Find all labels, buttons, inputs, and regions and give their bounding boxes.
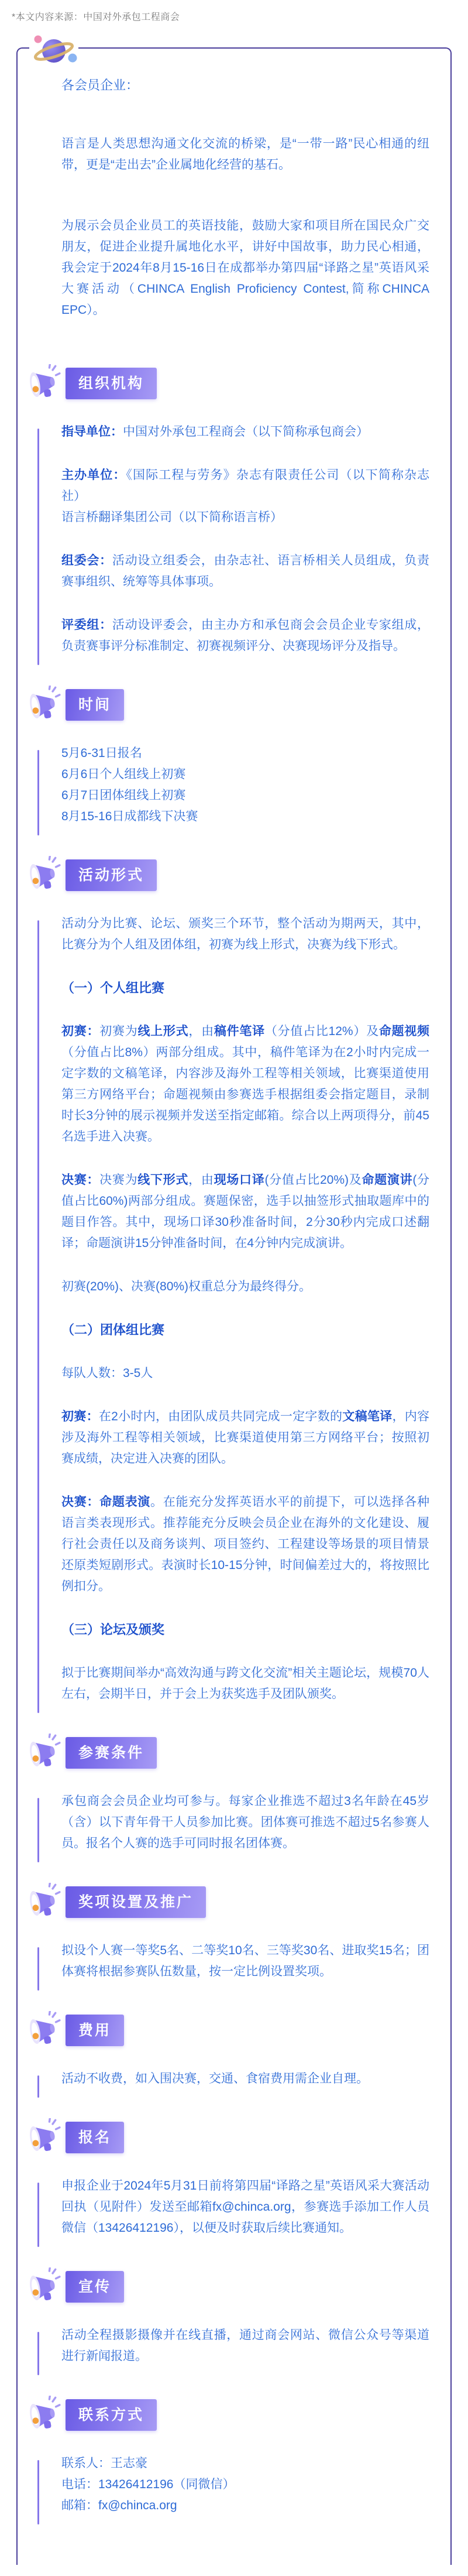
megaphone-icon <box>27 2267 63 2304</box>
paragraph <box>61 615 429 657</box>
text-run: （分值占比8%）两部分组成。其中，稿件笔译为在2小时内完成一定字数的文稿笔译，内容涉及海外工程等相关领域，比赛渠道使用第三方网络平台；命题视频由参赛选手根据组委会指定题目，录制时长3分钟的展示视频并发送至指定邮箱。综合以上两项得分，前45名选手进入决赛。 <box>61 1046 429 1143</box>
sections-container <box>61 368 429 2516</box>
section-rail <box>37 429 39 665</box>
section-header <box>66 689 429 721</box>
megaphone-icon <box>27 686 63 722</box>
bold-text-run: （一）个人组比赛 <box>61 981 165 995</box>
section-eligibility <box>61 1737 429 1854</box>
megaphone-icon <box>27 1734 63 1770</box>
bold-text-run: 组委会： <box>61 554 112 567</box>
bold-text-run: 线上形式 <box>137 1025 189 1038</box>
text-run: 《国际工程与劳务》杂志有限责任公司（以下简称杂志社） <box>61 468 430 503</box>
paragraph <box>61 743 429 827</box>
paragraph <box>61 913 429 955</box>
megaphone-icon <box>27 2118 63 2154</box>
text-run: 联系人：王志豪 <box>61 2457 147 2470</box>
text-run: 初赛为 <box>99 1025 138 1038</box>
section-contact <box>61 2399 429 2516</box>
text-run: 活动设立组委会，由杂志社、语言桥相关人员组成，负责赛事组织、统筹等具体事项。 <box>61 554 429 588</box>
section-rail <box>37 920 39 1713</box>
megaphone-icon <box>27 856 63 892</box>
section-organization <box>61 368 429 657</box>
section-body <box>61 2068 429 2089</box>
paragraph <box>61 2453 429 2516</box>
text-run: 中国对外承包工程商会（以下简称承包商会） <box>123 425 369 439</box>
bold-text-run: 主办单位： <box>61 468 126 482</box>
megaphone-icon <box>27 1883 63 1919</box>
content-card <box>16 47 452 2565</box>
text-run: ，由 <box>188 1173 214 1187</box>
text-run: 拟设个人赛一等奖5名、二等奖10名、三等奖30名、进取奖15名；团体赛将根据参赛队伍数量，按一定比例设置奖项。 <box>61 1944 429 1978</box>
text-run: ，由 <box>188 1025 214 1038</box>
bold-text-run: 决赛： <box>61 1173 100 1187</box>
sub-heading <box>61 1320 429 1341</box>
intro-block <box>61 133 429 321</box>
section-awards <box>61 1886 429 1982</box>
section-badge: 联系方式 <box>66 2399 157 2431</box>
megaphone-icon <box>27 2011 63 2047</box>
megaphone-icon <box>27 2396 63 2432</box>
section-header <box>66 1737 429 1769</box>
paragraph <box>61 1791 429 1854</box>
section-rail <box>37 2075 39 2098</box>
paragraph <box>61 1492 429 1597</box>
text-run: (分值占比60%)两部分组成。赛题保密，选手以抽签形式抽取题库中的题目作答。其中，现场口译30秒准备时间，2分30秒内完成口述翻译；命题演讲15分钟准备时间，在4分钟内完成演讲。 <box>61 1173 430 1250</box>
section-body <box>61 422 429 657</box>
section-rail <box>37 750 39 835</box>
text-run: ，内容涉及海外工程等相关领域，比赛渠道使用第三方网络平台；按照初赛成绩，决定进入决赛的团队。 <box>61 1410 430 1465</box>
text-run: 6月7日团体组线上初赛 <box>61 789 186 802</box>
text-run: 语言是人类思想沟通文化交流的桥梁，是“一带一路”民心相通的纽带，更是“走出去”企业属地化经营的基石。 <box>61 137 429 172</box>
text-run: 在2小时内，由团队成员共同完成一定字数的 <box>98 1410 343 1423</box>
text-run: 邮箱：fx@chinca.org <box>61 2499 177 2512</box>
section-body <box>61 2325 429 2367</box>
bold-text-run: 指导单位： <box>61 425 123 439</box>
section-badge: 报名 <box>66 2122 124 2153</box>
section-header <box>66 2271 429 2303</box>
section-body <box>61 913 429 1705</box>
section-header <box>66 368 429 399</box>
bold-text-run: （三）论坛及颁奖 <box>61 1622 165 1637</box>
section-rail <box>37 1798 39 1862</box>
bold-text-run: 命题视频 <box>378 1025 430 1038</box>
text-run: 6月6日个人组线上初赛 <box>61 768 186 781</box>
text-run: 决赛为 <box>99 1173 138 1187</box>
text-run: 拟于比赛期间举办“高效沟通与跨文化交流”相关主题论坛，规模70人左右，会期半日，并于会上为获奖选手及团队颁奖。 <box>61 1666 429 1701</box>
paragraph <box>61 2325 429 2367</box>
bold-text-run: 决赛： <box>61 1495 100 1509</box>
text-run: 活动设评委会，由主办方和承包商会会员企业专家组成，负责赛事评分标准制定、初赛视频评分、决赛现场评分及指导。 <box>61 618 429 653</box>
section-rail <box>37 2332 39 2375</box>
section-time <box>61 689 429 827</box>
section-badge: 费用 <box>66 2015 124 2046</box>
section-badge: 奖项设置及推广 <box>66 1886 206 1918</box>
section-badge: 组织机构 <box>66 368 157 399</box>
section-registration <box>61 2122 429 2239</box>
bold-text-run: 线下形式 <box>137 1173 189 1187</box>
paragraph <box>61 2068 429 2089</box>
section-badge: 参赛条件 <box>66 1737 157 1769</box>
paragraph <box>61 2176 429 2239</box>
section-rail <box>37 1947 39 1991</box>
text-run: 语言桥翻译集团公司（以下简称语言桥） <box>61 511 283 524</box>
planet-icon <box>26 31 82 70</box>
text-run: 电话：13426412196（同微信） <box>61 2478 235 2491</box>
bold-text-run: 初赛： <box>61 1025 100 1038</box>
section-badge: 宣传 <box>66 2271 124 2303</box>
bold-text-run: 初赛： <box>61 1410 99 1423</box>
bold-text-run: 现场口译 <box>214 1173 265 1187</box>
paragraph <box>61 215 429 321</box>
paragraph <box>61 1663 429 1705</box>
section-body <box>61 2453 429 2516</box>
paragraph <box>61 1363 429 1384</box>
text-run: 为展示会员企业员工的英语技能，鼓励大家和项目所在国民众广交朋友，促进企业提升属地化水平，讲好中国故事，助力民心相通，我会定于2024年8月15-16日在成都举办第四届“译路之星”英语风采大赛活动（CHINCA English Proficiency Contest,简称CHINCA EPC）。 <box>61 219 429 317</box>
section-header <box>66 2015 429 2046</box>
text-run: 每队人数：3-5人 <box>61 1366 153 1380</box>
section-badge: 时间 <box>66 689 124 721</box>
paragraph <box>61 1940 429 1982</box>
section-header <box>66 2122 429 2153</box>
megaphone-icon <box>27 364 63 400</box>
section-header <box>66 859 429 891</box>
text-run: (分值占比20%)及 <box>264 1173 362 1187</box>
text-run: 活动不收费，如入围决赛，交通、食宿费用需企业自理。 <box>61 2072 369 2085</box>
paragraph <box>61 550 429 592</box>
section-body <box>61 1940 429 1982</box>
paragraph <box>61 133 429 176</box>
section-header <box>66 1886 429 1918</box>
bold-text-run: 命题演讲 <box>362 1173 413 1187</box>
text-run: 8月15-16日成都线下决赛 <box>61 810 198 823</box>
text-run: 。在能充分发挥英语水平的前提下，可以选择各种语言类表现形式。推荐能充分反映会员企业在海外的文化建设、履行社会责任以及商务谈判、项目签约、工程建设等场景的项目情景还原类短剧形式。表演时长10-15分钟，时间偏差过大的，将按照比例扣分。 <box>61 1495 430 1593</box>
section-body <box>61 2176 429 2239</box>
bold-text-run: 稿件笔译 <box>214 1025 265 1038</box>
section-publicity <box>61 2271 429 2367</box>
bold-text-run: （二）团体组比赛 <box>61 1323 165 1337</box>
paragraph <box>61 1170 429 1254</box>
text-run: （分值占比12%）及 <box>264 1025 379 1038</box>
paragraph <box>61 1276 429 1297</box>
text-run: 活动分为比赛、论坛、颁奖三个环节，整个活动为期两天，其中，比赛分为个人组及团体组，初赛为线上形式，决赛为线下形式。 <box>61 917 429 951</box>
text-run: 初赛(20%)、决赛(80%)权重总分为最终得分。 <box>61 1280 312 1293</box>
sub-heading <box>61 1619 429 1640</box>
section-format <box>61 859 429 1705</box>
section-rail <box>37 2460 39 2524</box>
paragraph <box>61 422 429 443</box>
text-run: 承包商会会员企业均可参与。每家企业推选不超过3名年龄在45岁（含）以下青年骨干人员参加比赛。团体赛可推选不超过5名参赛人员。报名个人赛的选手可同时报名团体赛。 <box>61 1794 429 1850</box>
paragraph <box>61 465 429 528</box>
text-run: 申报企业于2024年5月31日前将第四届“译路之星”英语风采大赛活动回执（见附件）发送至邮箱fx@chinca.org，参赛选手添加工作人员微信（13426412196），以便及时获取后续比赛通知。 <box>61 2179 429 2235</box>
section-header <box>66 2399 429 2431</box>
text-run: 活动全程摄影摄像并在线直播，通过商会网站、微信公众号等渠道进行新闻报道。 <box>61 2328 429 2363</box>
section-fee <box>61 2015 429 2089</box>
section-badge: 活动形式 <box>66 859 157 891</box>
paragraph <box>61 1406 429 1469</box>
section-body <box>61 743 429 827</box>
bold-text-run: 命题表演 <box>99 1495 151 1509</box>
section-rail <box>37 2183 39 2247</box>
greeting: 各会员企业： <box>61 78 139 93</box>
text-run: 5月6-31日报名 <box>61 746 142 760</box>
paragraph <box>61 1021 429 1147</box>
section-body <box>61 1791 429 1854</box>
bold-text-run: 评委组： <box>61 618 112 632</box>
sub-heading <box>61 978 429 999</box>
bold-text-run: 文稿笔译 <box>342 1410 393 1423</box>
source-note: *本文内容来源：中国对外承包工程商会 <box>12 12 180 22</box>
